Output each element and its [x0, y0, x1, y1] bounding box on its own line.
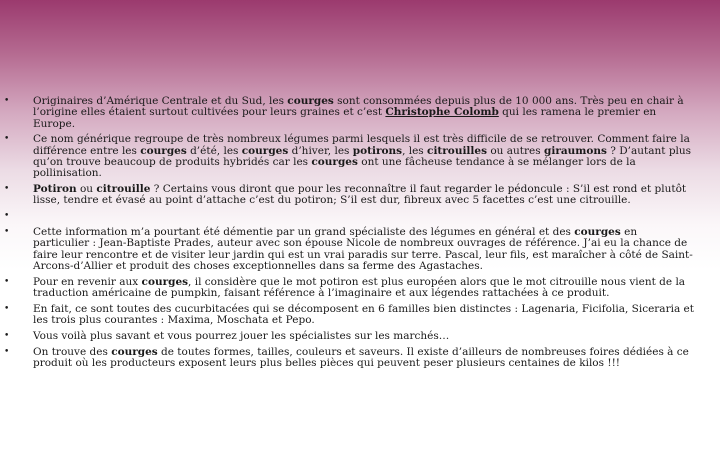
text-segment: d’hiver, les	[288, 144, 353, 157]
bullet-icon: •	[4, 226, 10, 237]
bullet-icon: •	[4, 330, 10, 341]
highlighted-term: citrouilles	[427, 144, 488, 157]
bullet-icon: •	[4, 184, 10, 195]
text-segment: Pour en revenir aux	[33, 275, 142, 288]
highlighted-term: Potiron	[33, 183, 77, 196]
highlighted-term: courges	[241, 144, 289, 157]
highlighted-term: courges	[287, 95, 334, 107]
bullet-item	[0, 184, 720, 207]
highlighted-term: potirons	[352, 144, 403, 157]
highlighted-term: courges	[111, 345, 158, 358]
bullet-item	[0, 96, 720, 130]
highlighted-term: courges	[141, 275, 189, 288]
text-segment: Cette information m’a pourtant été démentie par un grand spécialiste des légumes en général et des	[33, 225, 575, 238]
highlighted-term: citrouille	[96, 183, 151, 196]
bullet-icon: •	[4, 134, 10, 145]
text-segment: Originaires d’Amérique Centrale et du Sud, les	[33, 95, 288, 107]
text-segment: , les	[402, 144, 428, 157]
bullet-icon: •	[4, 96, 10, 106]
text-segment: de toutes formes, tailles, couleurs et saveurs. Il existe d’ailleurs de nombreuses foires dédiées à ce produit où les producteurs exposent leurs plus belles pièces qui peuvent peser plusieurs centaines de kilos !!!	[33, 345, 689, 369]
bullet-item	[0, 134, 720, 179]
text-segment: en particulier : Jean-Baptiste Prades, auteur avec son épouse Nicole de nombreux ouvrages de référence. J’ai eu la chance de faire leur rencontre et de visiter leur jardin qui est un vrai paradis sur terre. Pascal, leur fils, est maraîcher à côté de Saint-Arcons-d’Allier et produit des choses exceptionnelles dans sa ferme des Agastaches.	[33, 225, 693, 272]
text-segment: ? D’autant plus qu’on trouve beaucoup de produits hybridés car les	[33, 144, 692, 168]
text-segment: ? Certains vous diront que pour les reconnaître il faut regarder le pédoncule : S’il est rond et plutôt lisse, tendre et évasé au point d’attache c’est du potiron; S’il est dur, fibreux avec 5 facettes c’est une citrouille.	[33, 183, 687, 207]
name-link[interactable]: Christophe Colomb	[385, 106, 499, 119]
bullet-icon: •	[4, 303, 10, 314]
bullet-icon: •	[4, 346, 10, 357]
bullet-item	[0, 227, 720, 272]
text-segment: Vous voilà plus savant et vous pourrez jouer les spécialistes sur les marchés…	[33, 329, 450, 342]
bullet-item	[0, 304, 720, 327]
text-segment: Ce nom générique regroupe de très nombreux légumes parmi lesquels il est très difficile de se retrouver. Comment faire la différence entre les	[33, 133, 690, 157]
text-segment: ou	[76, 183, 97, 196]
bullet-item	[0, 277, 720, 300]
highlighted-term: courges	[140, 144, 187, 157]
bullet-icon: •	[4, 276, 10, 287]
text-segment: ont une fâcheuse tendance à se mélanger lors de la pollinisation.	[33, 155, 636, 180]
text-segment: On trouve des	[33, 345, 112, 358]
text-segment: En fait, ce sont toutes des cucurbitacées qui se décomposent en 6 familles bien distinctes : Lagenaria, Ficifolia, Siceraria et les trois plus courantes : Maxima, Moschata et Pepo.	[33, 302, 694, 327]
text-segment: qui les ramena le premier en Europe.	[33, 106, 657, 130]
text-segment: sont consommées depuis plus de 10 000 ans. Très peu en chair à l’origine elles étaient surtout cultivées pour leurs graines et c’est	[33, 95, 684, 119]
bullet-list	[0, 96, 720, 374]
text-segment: ou autres	[487, 144, 544, 157]
bullet-item	[0, 347, 720, 370]
highlighted-term: courges	[574, 225, 621, 238]
text-segment: , il considère que le mot potiron est plus européen alors que le mot citrouille nous vient de la traduction américaine de pumpkin, faisant référence à l’imaginaire et aux légendes rattachées à ce produit.	[33, 275, 686, 299]
bullet-item	[0, 211, 720, 222]
text-segment: d’été, les	[186, 144, 242, 157]
bullet-item	[0, 331, 720, 342]
highlighted-term: courges	[311, 155, 358, 168]
bullet-icon: •	[4, 211, 10, 222]
highlighted-term: giraumons	[543, 144, 607, 157]
